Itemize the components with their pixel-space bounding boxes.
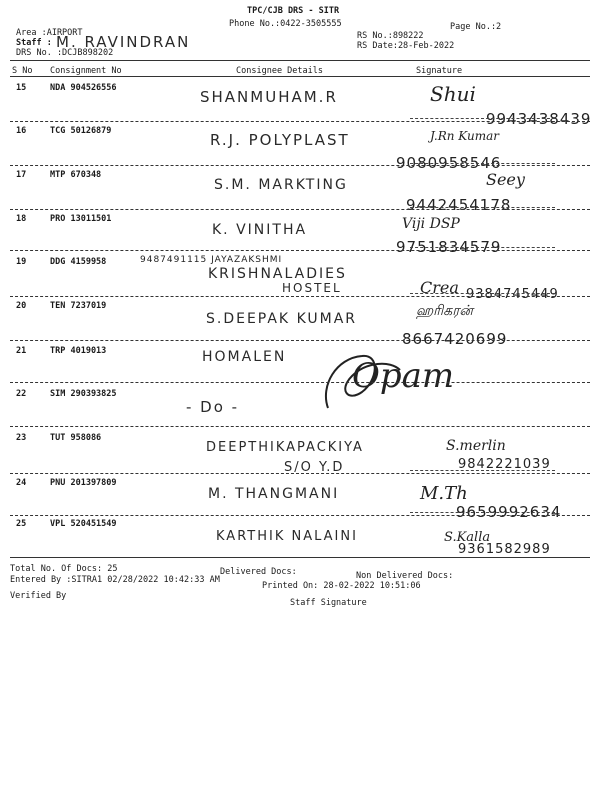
signature-line (410, 512, 555, 513)
row-phone: 9384745449 (466, 287, 559, 302)
row-consignee: KRISHNALADIES (208, 266, 347, 282)
row-consignee: S.DEEPAK KUMAR (206, 311, 357, 327)
row-divider (10, 473, 590, 474)
row-signature: Shui (430, 82, 476, 106)
row-consignment: SIM 290393825 (50, 389, 117, 399)
document-title: TPC/CJB DRS - SITR (247, 6, 340, 16)
row-consignment: PRO 13011501 (50, 214, 112, 224)
row-divider (10, 515, 590, 516)
area-field: Area :AIRPORT (16, 28, 83, 38)
row-sno: 21 (16, 346, 27, 356)
row-consignment: TUT 958086 (50, 433, 102, 443)
row-divider (10, 296, 590, 297)
row-phone: 9943438439 (486, 110, 592, 128)
row-phone: 9842221039 (458, 457, 551, 472)
row-consignee: - Do - (186, 398, 240, 416)
non-delivered-docs: Non Delivered Docs: (356, 571, 454, 581)
footer-divider (10, 557, 590, 558)
row-sno: 25 (16, 519, 27, 529)
row-signature: S.merlin (446, 438, 506, 454)
phone-number: Phone No.:0422-3505555 (229, 19, 342, 29)
verified-by: Verified By (10, 591, 67, 601)
row-consignee: K. VINITHA (212, 222, 308, 238)
row-consignee: SHANMUHAM.R (200, 88, 338, 106)
drs-number: DRS No. :DCJB898202 (16, 48, 114, 58)
staff-handwritten-name: M. RAVINDRAN (56, 33, 191, 51)
row-consignee: DEEPTHIKAPACKIYA (206, 440, 364, 455)
row-divider (10, 426, 590, 427)
signature-line (410, 207, 555, 208)
row-sno: 20 (16, 301, 27, 311)
row-consignment: PNU 201397809 (50, 478, 117, 488)
row-sno: 16 (16, 126, 27, 136)
row-consignee: HOMALEN (202, 349, 287, 365)
row-divider (10, 382, 590, 383)
row-phone: 9361582989 (458, 542, 551, 557)
row-signature: M.Th (420, 483, 468, 504)
row-consignment: TRP 4019013 (50, 346, 107, 356)
staff-signature-label: Staff Signature (290, 598, 367, 608)
row-sno: 19 (16, 257, 27, 267)
row-consignment: NDA 904526556 (50, 83, 117, 93)
row-consignee: KARTHIK NALAINI (216, 529, 358, 544)
col-signature: Signature (416, 66, 463, 76)
row-signature: Opam (352, 356, 455, 396)
row-consignment: TEN 7237019 (50, 301, 107, 311)
row-sno: 22 (16, 389, 27, 399)
row-signature: Viji DSP (402, 216, 460, 232)
signature-line (410, 293, 555, 294)
row-signature: Crea (420, 278, 459, 297)
row-phone: 9080958546 (396, 154, 502, 172)
row-phone: 9442454178 (406, 196, 512, 214)
column-divider (10, 76, 590, 77)
col-sno: S No (12, 66, 33, 76)
row-consignment: DDG 4159958 (50, 257, 107, 267)
delivered-docs: Delivered Docs: (220, 567, 297, 577)
header-divider (10, 60, 590, 61)
row-consignment: TCG 50126879 (50, 126, 112, 136)
row-divider (10, 165, 590, 166)
row-signature: J.Rn Kumar (430, 129, 499, 143)
row-sno: 23 (16, 433, 27, 443)
row-signature: S.Kalla (444, 530, 491, 545)
signature-line (410, 163, 555, 164)
row-sno: 18 (16, 214, 27, 224)
row-consignee-line2: HOSTEL (282, 281, 342, 295)
col-consignment: Consignment No (50, 66, 122, 76)
total-docs: Total No. Of Docs: 25 (10, 564, 118, 574)
row-divider (10, 209, 590, 210)
printed-on: Printed On: 28-02-2022 10:51:06 (262, 581, 421, 591)
row-phone: 8667420699 (402, 330, 508, 348)
row-divider (10, 250, 590, 251)
row-sno: 24 (16, 478, 27, 488)
signature-line (410, 470, 555, 471)
row-consignment: VPL 520451549 (50, 519, 117, 529)
signature-line (410, 247, 555, 248)
row-divider (10, 121, 590, 122)
page-number: Page No.:2 (450, 22, 502, 32)
rs-date: RS Date:28-Feb-2022 (357, 41, 455, 51)
row-consignment: MTP 670348 (50, 170, 102, 180)
row-signature: ஹரிகரன் (416, 303, 473, 319)
staff-label: Staff : (16, 38, 52, 48)
entered-by: Entered By :SITRA1 02/28/2022 10:42:33 AM (10, 575, 220, 585)
col-consignee: Consignee Details (236, 66, 323, 76)
row-phone: 9659992634 (456, 503, 562, 521)
row-consignee: M. THANGMANI (208, 486, 340, 502)
row-phone: 9751834579 (396, 238, 502, 256)
row-signature: Seey (486, 170, 525, 189)
row-consignee-line2: S/O Y.D (284, 460, 345, 475)
row-divider (10, 340, 590, 341)
row-sno: 17 (16, 170, 27, 180)
row-note: 9487491115 JAYAZAKSHMI (140, 255, 283, 265)
row-sno: 15 (16, 83, 27, 93)
row-consignee: R.J. POLYPLAST (210, 131, 350, 149)
rs-number: RS No.:898222 (357, 31, 424, 41)
signature-line (410, 118, 555, 119)
row-consignee: S.M. MARKTING (214, 177, 348, 193)
